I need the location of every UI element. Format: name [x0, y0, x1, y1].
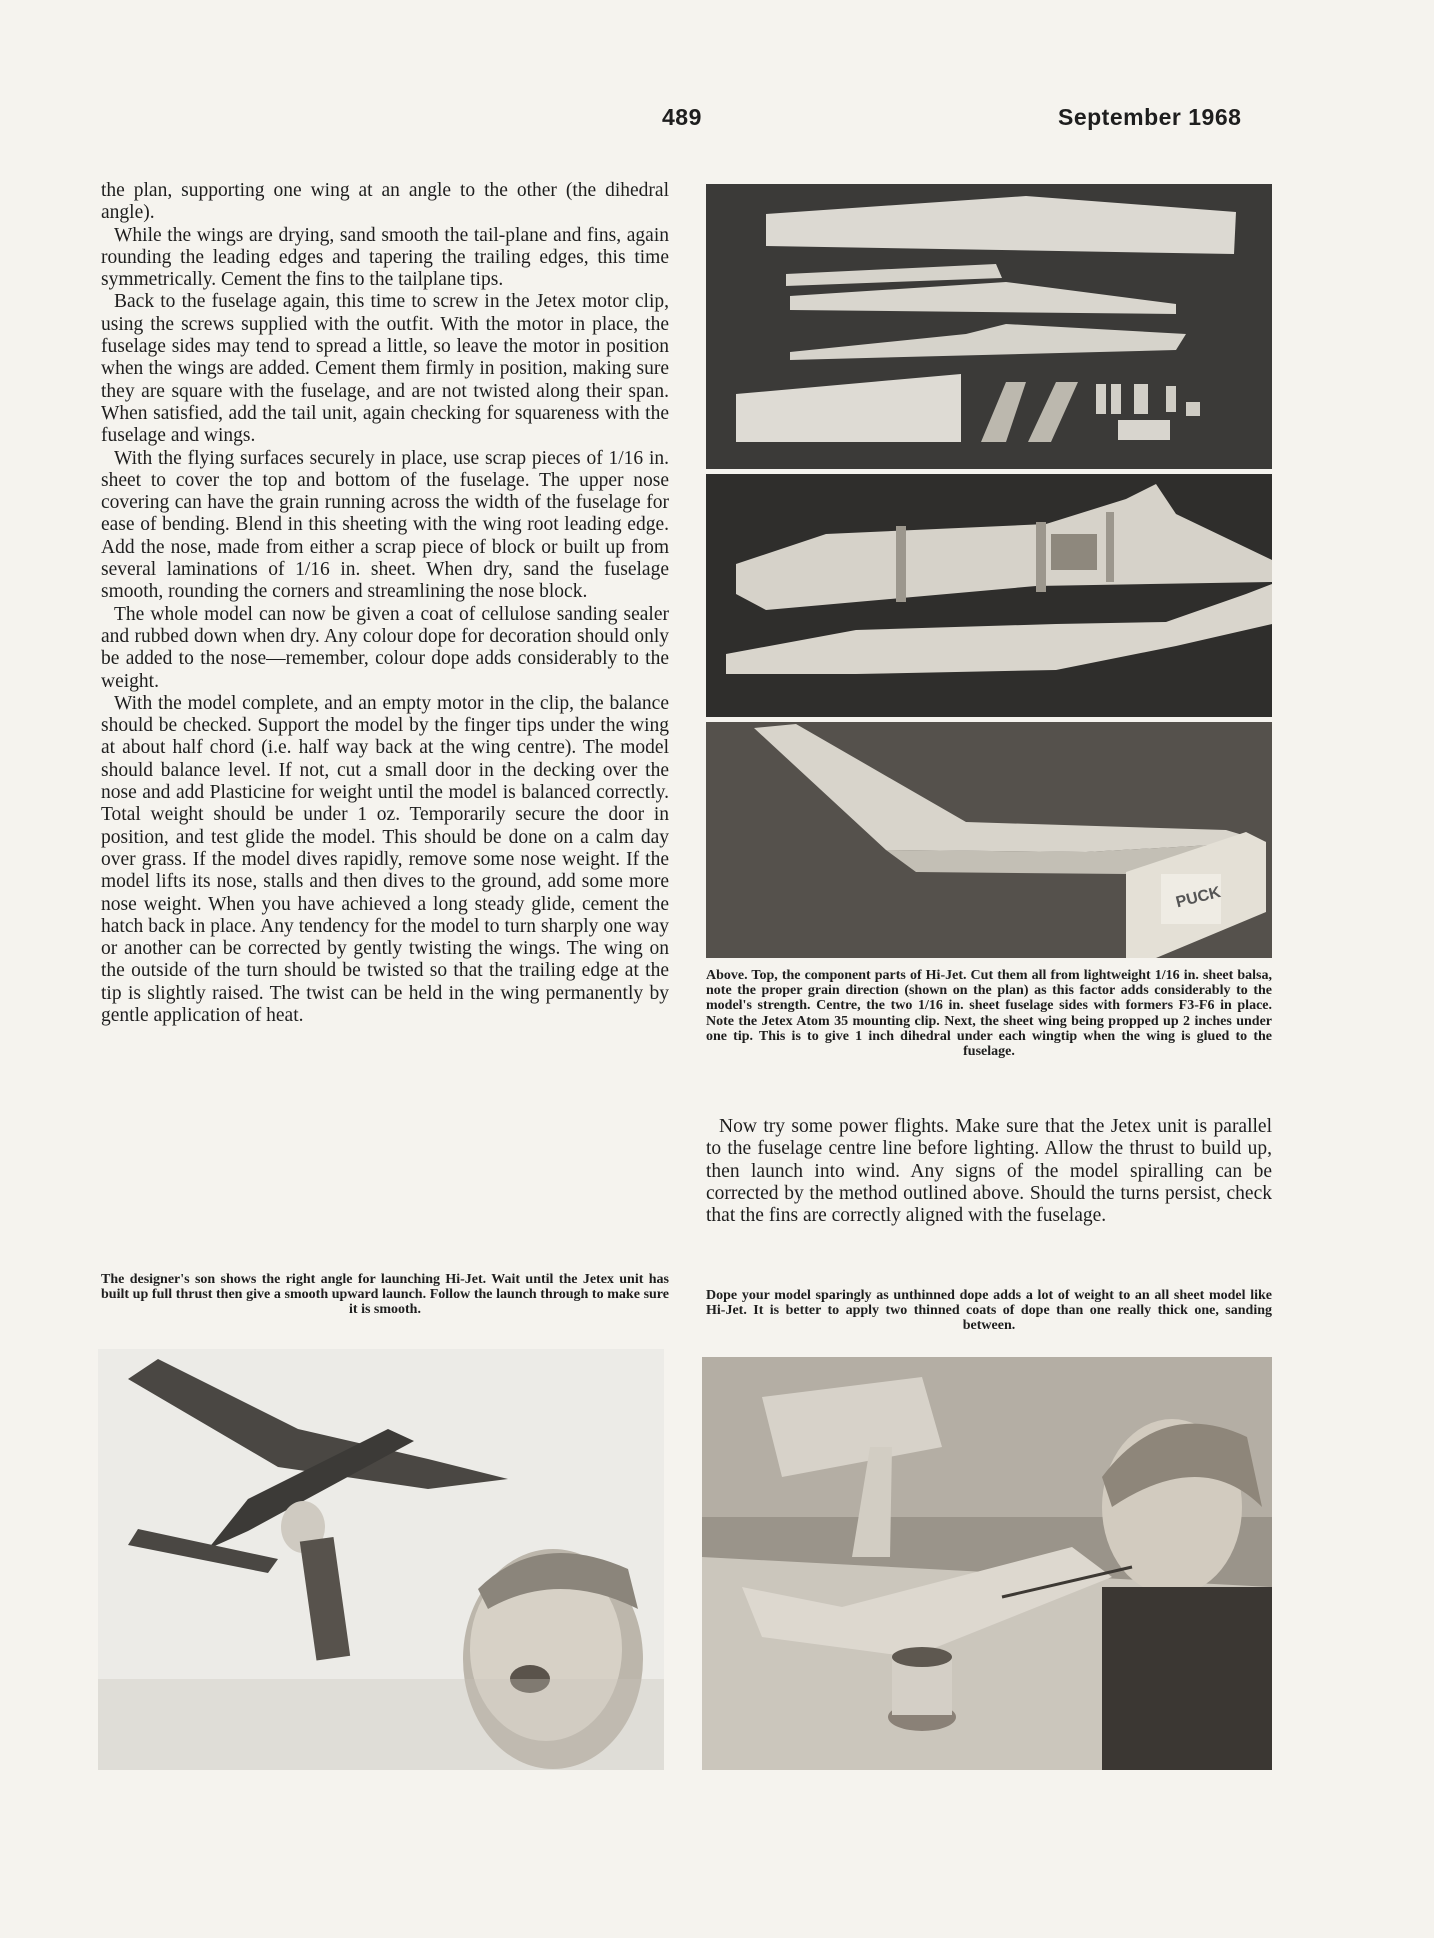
wing-dihedral-photo	[706, 722, 1272, 958]
body-paragraph: Back to the fuselage again, this time to screw in the Jetex motor clip, using the screws supplied with the outfit. With the motor in place, the fuselage sides may tend to spread a little, so leave the motor in position when the wings are added. Cement them firmly in position, making sure they are square with the fuselage, and are not twisted along their span. When satisfied, add the tail unit, again checking for squareness with the fuselage and wings.	[101, 291, 669, 447]
dope-caption-block	[706, 1288, 1272, 1334]
page-number: 489	[662, 104, 702, 130]
photos-caption: Above. Top, the component parts of Hi-Jet. Cut them all from lightweight 1/16 in. sheet balsa, note the proper grain direction (shown on the plan) as this factor adds considerably to the model's strength. Centre, the two 1/16 in. sheet fuselage sides with formers F3-F6 in place. Note the Jetex Atom 35 mounting clip. Next, the sheet wing being propped up 2 inches under one tip. This is to give 1 inch dihedral under each wingtip when the wing is glued to the fuselage.	[706, 968, 1272, 1060]
launch-photo	[98, 1349, 664, 1770]
photos-caption-block	[706, 968, 1272, 1059]
dope-caption: Dope your model sparingly as unthinned dope adds a lot of weight to an all sheet model like Hi-Jet. It is better to apply two thinned coats of dope than one really thick one, sanding between.	[706, 1288, 1272, 1334]
body-paragraph: With the flying surfaces securely in place, use scrap pieces of 1/16 in. sheet to cover the top and bottom of the fuselage. The upper nose covering can have the grain running across the width of the fuselage for ease of bending. Blend in this sheeting with the wing root leading edge. Add the nose, made from either a scrap piece of block or built up from several laminations of 1/16 in. sheet. When dry, sand the fuselage smooth, rounding the corners and streamlining the nose block.	[101, 447, 669, 603]
launch-caption-block	[101, 1272, 669, 1318]
left-column	[101, 180, 669, 1027]
body-paragraph: With the model complete, and an empty motor in the clip, the balance should be checked. Support the model by the finger tips under the wing at about half chord (i.e. half way back at the wing centre). The model should balance level. If not, cut a small door in the decking over the nose and add Plasticine for weight until the model is balanced correctly. Total weight should be under 1 oz. Temporarily secure the door in position, and test glide the model. This should be done on a calm day over grass. If the model dives rapidly, remove some nose weight. If the model lifts its nose, stalls and then dives to the ground, add some more nose weight. When you have achieved a long steady glide, cement the hatch back in place. Any tendency for the model to turn sharply one way or another can be corrected by gently twisting the wings. The wing on the outside of the turn should be twisted so that the trailing edge at the tip is slightly raised. The twist can be held in the wing permanently by gentle application of heat.	[101, 692, 669, 1026]
launch-caption: The designer's son shows the right angle for launching Hi-Jet. Wait until the Jetex unit has built up full thrust then give a smooth upward launch. Follow the launch through to make sure it is smooth.	[101, 1272, 669, 1318]
body-paragraph: Now try some power flights. Make sure that the Jetex unit is parallel to the fuselage centre line before lighting. Allow the thrust to build up, then launch into wind. Any signs of the model spiralling can be corrected by the method outlined above. Should the turns persist, check that the fins are correctly aligned with the fuselage.	[706, 1116, 1272, 1227]
painting-photo	[702, 1357, 1272, 1770]
issue-date: September 1968	[1058, 104, 1242, 130]
puck-box-label: PUCK	[1174, 883, 1223, 912]
fuselage-sides-photo	[706, 474, 1272, 717]
body-paragraph: The whole model can now be given a coat of cellulose sanding sealer and rubbed down when dry. Any colour dope for decoration should only be added to the nose—remember, colour dope adds considerably to the weight.	[101, 603, 669, 692]
body-paragraph: While the wings are drying, sand smooth the tail-plane and fins, again rounding the leading edges and tapering the trailing edges, this time symmetrically. Cement the fins to the tailplane tips.	[101, 224, 669, 291]
right-text-block	[706, 1116, 1272, 1227]
component-parts-photo	[706, 184, 1272, 469]
body-paragraph: the plan, supporting one wing at an angle to the other (the dihedral angle).	[101, 180, 669, 224]
